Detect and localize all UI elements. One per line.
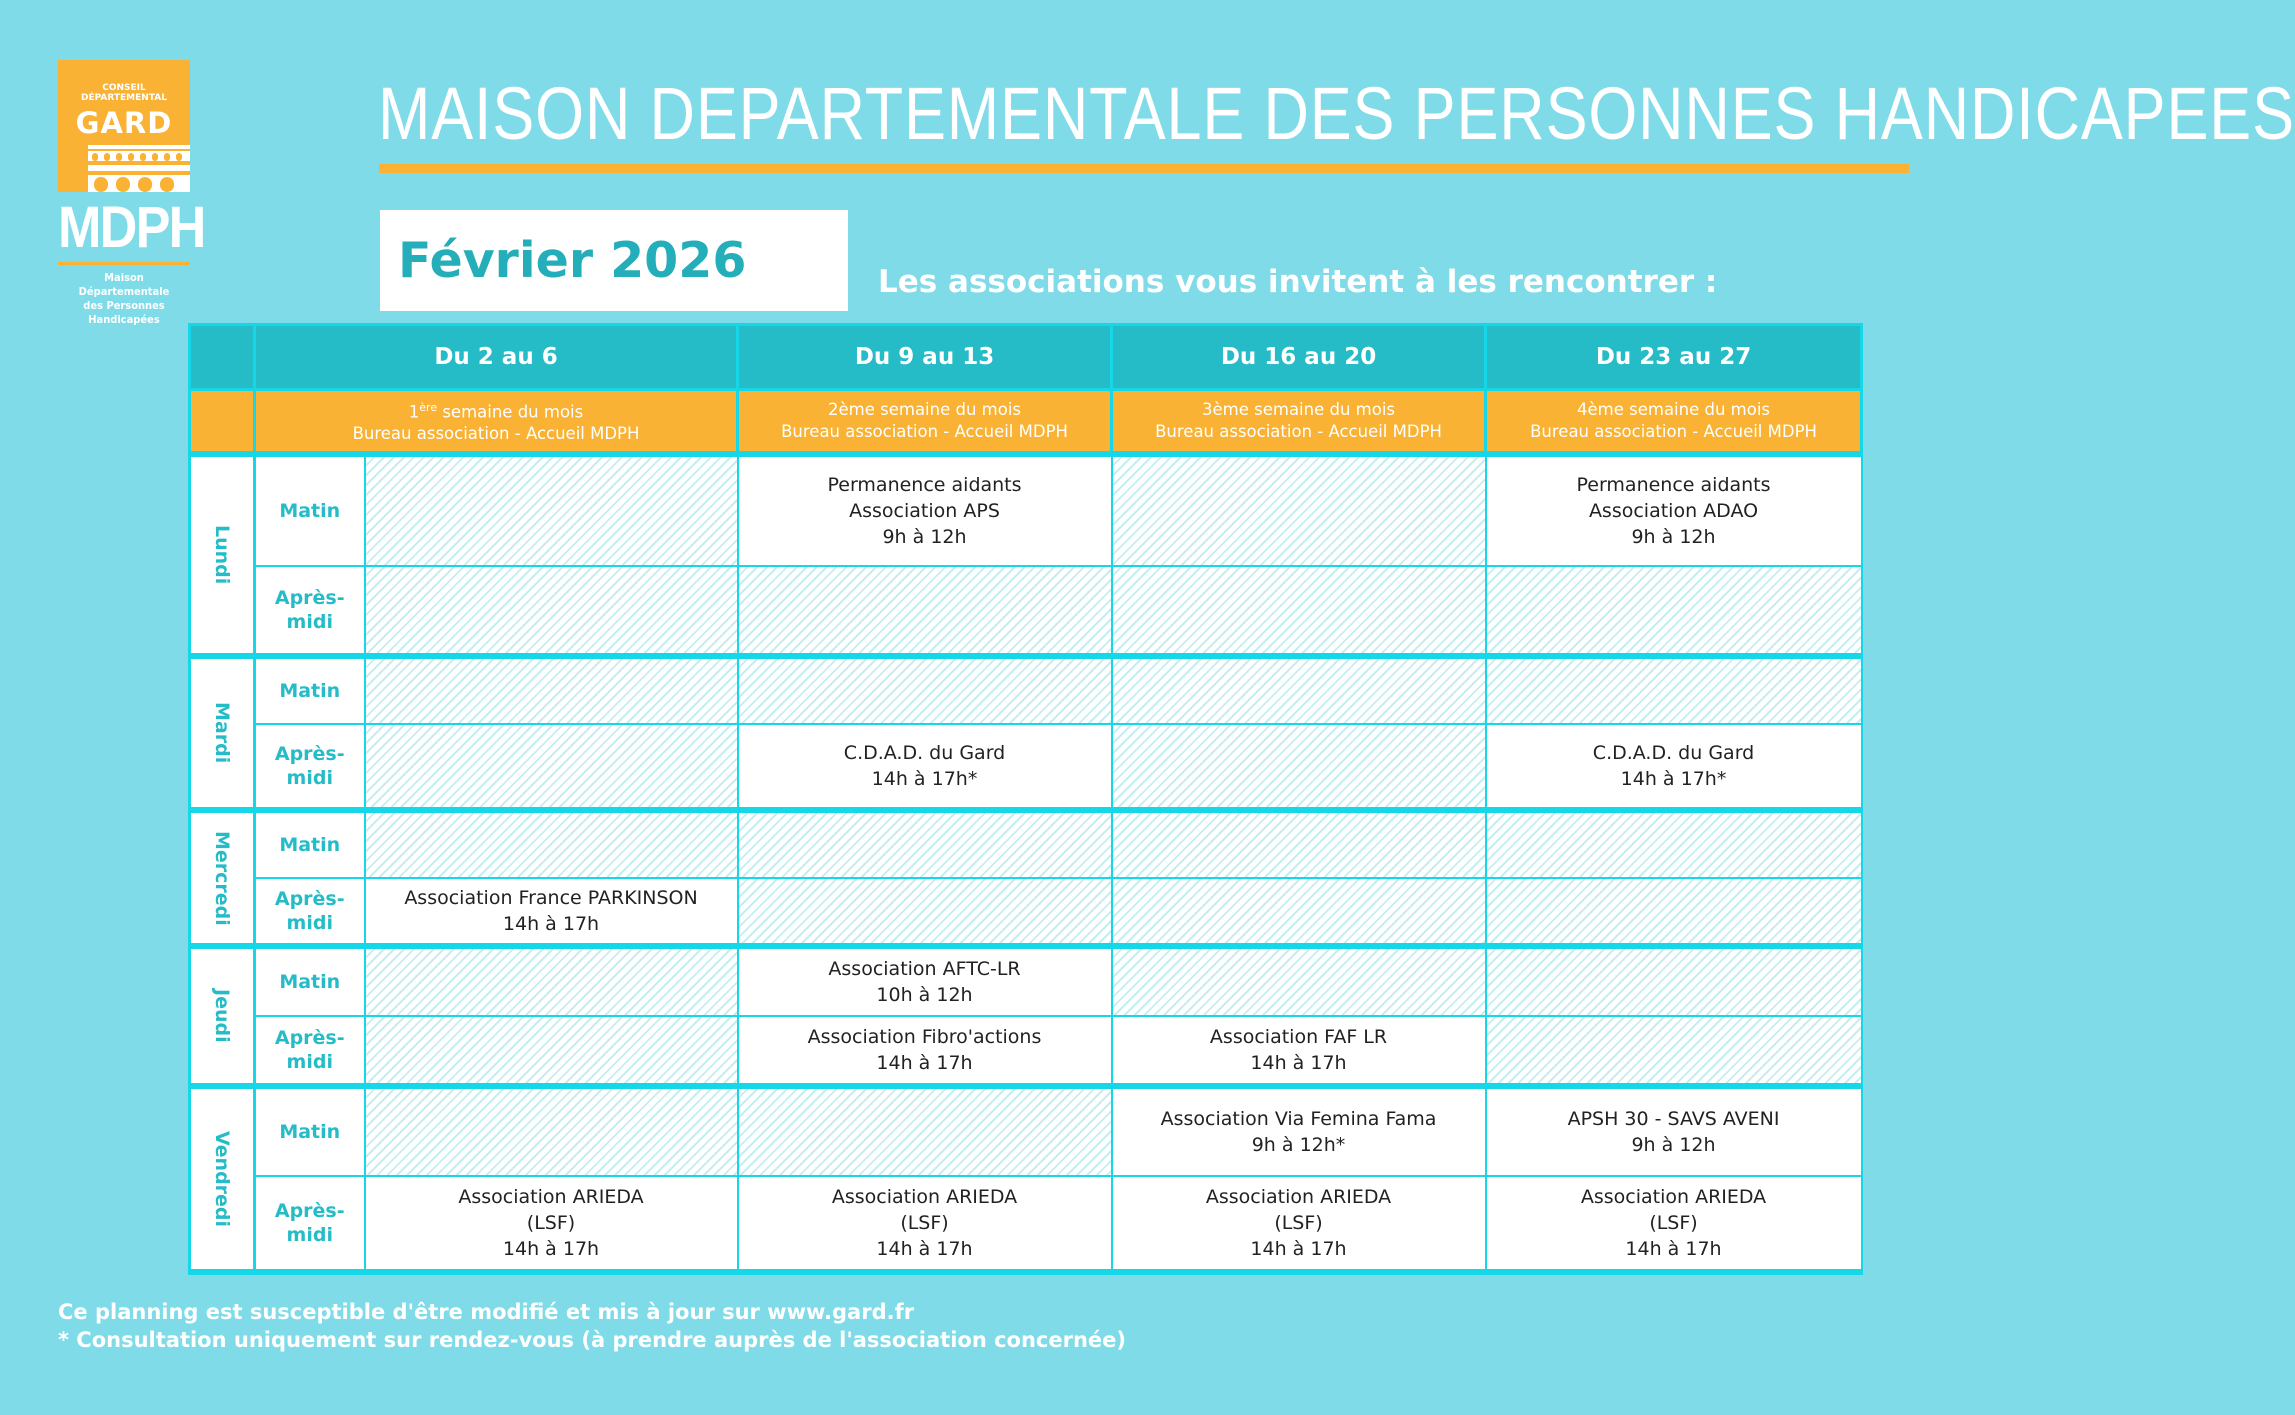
apres-midi-label xyxy=(255,566,365,656)
planning-row xyxy=(190,810,1862,878)
appointment-cell xyxy=(738,454,1112,566)
week-subheader-2 xyxy=(738,390,1112,455)
matin-label: Matin xyxy=(255,1086,365,1176)
empty-slot xyxy=(365,946,738,1016)
appointment-cell xyxy=(738,724,1112,810)
week-sub-sup: ère xyxy=(419,400,438,414)
empty-slot xyxy=(365,810,738,878)
week-sub-line2: Bureau association - Accueil MDPH xyxy=(1530,422,1817,441)
appointment-text: 14h à 17h xyxy=(1625,1238,1722,1260)
week-sub-num: 3ème xyxy=(1202,400,1249,419)
appointment-text: 9h à 12h xyxy=(1631,1134,1716,1156)
apres-midi-line2: midi xyxy=(286,611,333,633)
empty-slot xyxy=(1486,1016,1862,1086)
appointment-text: Association ARIEDA xyxy=(831,1186,1018,1208)
week-sub-num: 2ème xyxy=(828,400,875,419)
day-label-cell xyxy=(190,1086,255,1272)
appointment-text: APSH 30 - SAVS AVENI xyxy=(1567,1108,1780,1130)
apres-midi-line1: Après- xyxy=(274,888,345,910)
appointment-text: (LSF) xyxy=(526,1212,576,1234)
appointment-text: (LSF) xyxy=(1274,1212,1323,1234)
appointment-text: C.D.A.D. du Gard xyxy=(843,742,1006,764)
appointment-cell xyxy=(1486,724,1862,810)
appointment-cell xyxy=(1112,1176,1486,1272)
appointment-text: 14h à 17h* xyxy=(1620,768,1727,790)
matin-label: Matin xyxy=(255,946,365,1016)
appointment-text: 9h à 12h xyxy=(1631,526,1716,548)
apres-midi-label xyxy=(255,1016,365,1086)
mdph-gard-logo xyxy=(58,60,205,327)
apres-midi-line1: Après- xyxy=(274,743,345,765)
apres-midi-label xyxy=(255,724,365,810)
apres-midi-line2: midi xyxy=(286,767,333,789)
appointment-text: 14h à 17h xyxy=(1250,1238,1347,1260)
day-label: Vendredi xyxy=(211,1130,233,1228)
appointment-text: 14h à 17h xyxy=(502,913,600,935)
appointment-cell xyxy=(365,1176,738,1272)
empty-slot xyxy=(738,810,1112,878)
empty-slot xyxy=(1112,566,1486,656)
apres-midi-line1: Après- xyxy=(274,1027,345,1049)
appointment-text: Association ARIEDA xyxy=(1205,1186,1392,1208)
empty-slot xyxy=(1112,724,1486,810)
empty-slot xyxy=(1486,878,1862,946)
empty-slot xyxy=(1112,810,1486,878)
appointment-cell xyxy=(365,878,738,946)
day-label: Lundi xyxy=(211,525,233,585)
empty-slot xyxy=(365,566,738,656)
invite-text: Les associations vous invitent à les rencontrer : xyxy=(878,264,1718,300)
day-label: Mercredi xyxy=(211,830,233,926)
empty-slot xyxy=(738,566,1112,656)
empty-slot xyxy=(365,1086,738,1176)
empty-slot xyxy=(1112,946,1486,1016)
week-header-2: Du 9 au 13 xyxy=(738,325,1112,390)
planning-row xyxy=(190,656,1862,724)
logo-subtitle xyxy=(65,271,184,327)
empty-slot xyxy=(1112,454,1486,566)
logo-top-text xyxy=(58,83,190,103)
empty-slot xyxy=(365,656,738,724)
logo-divider xyxy=(58,262,190,265)
appointment-text: 14h à 17h xyxy=(876,1238,973,1260)
appointment-text: Association ADAO xyxy=(1588,500,1759,522)
day-label-cell xyxy=(190,454,255,656)
week-subheader-3 xyxy=(1112,390,1486,455)
empty-slot xyxy=(365,1016,738,1086)
week-subheader-row xyxy=(190,390,1862,455)
appointment-text: Permanence aidants xyxy=(1576,474,1771,496)
appointment-text: Association ARIEDA xyxy=(458,1186,644,1208)
appointment-text: 14h à 17h xyxy=(502,1238,600,1260)
empty-slot xyxy=(1112,656,1486,724)
empty-slot xyxy=(1486,656,1862,724)
week-header-3: Du 16 au 20 xyxy=(1112,325,1486,390)
appointment-text: Association APS xyxy=(849,500,1000,522)
appointment-text: (LSF) xyxy=(900,1212,949,1234)
appointment-cell xyxy=(1486,1086,1862,1176)
apres-midi-line1: Après- xyxy=(274,587,345,609)
week-header-1: Du 2 au 6 xyxy=(255,325,738,390)
appointment-text: Association Fibro'actions xyxy=(807,1026,1042,1048)
empty-slot xyxy=(1486,566,1862,656)
day-label: Jeudi xyxy=(211,989,233,1043)
empty-slot xyxy=(1112,878,1486,946)
appointment-text: 14h à 17h xyxy=(1250,1052,1347,1074)
apres-midi-label xyxy=(255,878,365,946)
planning-row xyxy=(190,946,1862,1016)
appointment-text: Association FAF LR xyxy=(1209,1026,1388,1048)
logo-top-line1: CONSEIL xyxy=(102,83,146,93)
month-box xyxy=(380,210,848,311)
appointment-cell xyxy=(1112,1016,1486,1086)
apres-midi-label xyxy=(255,1176,365,1272)
appointment-text: Association AFTC-LR xyxy=(828,958,1021,980)
planning-row xyxy=(190,878,1862,946)
empty-slot xyxy=(738,656,1112,724)
appointment-text: Association Via Femina Fama xyxy=(1160,1108,1437,1130)
apres-midi-line2: midi xyxy=(286,1224,333,1246)
planning-row xyxy=(190,1016,1862,1086)
apres-midi-line2: midi xyxy=(286,1051,333,1073)
week-sub-rest: semaine du mois xyxy=(874,400,1022,419)
title-underline xyxy=(379,164,1909,173)
month-label: Février 2026 xyxy=(398,232,747,289)
apres-midi-line2: midi xyxy=(286,912,333,934)
planning-row xyxy=(190,566,1862,656)
logo-sub-line2: des Personnes Handicapées xyxy=(83,299,165,326)
appointment-text: 14h à 17h* xyxy=(871,768,978,790)
week-subheader-1 xyxy=(255,390,738,455)
appointment-text: 14h à 17h xyxy=(876,1052,973,1074)
week-subheader-4 xyxy=(1486,390,1862,455)
logo-gard-text: GARD xyxy=(75,106,173,140)
week-header-row xyxy=(190,325,1862,390)
appointment-cell xyxy=(738,1016,1112,1086)
appointment-text: Association France PARKINSON xyxy=(404,887,698,909)
planning-table xyxy=(188,323,1863,1275)
appointment-cell xyxy=(738,1176,1112,1272)
planning-row xyxy=(190,454,1862,566)
week-header-4: Du 23 au 27 xyxy=(1486,325,1862,390)
day-label-cell xyxy=(190,946,255,1086)
appointment-text: 9h à 12h* xyxy=(1251,1134,1346,1156)
week-sub-line2: Bureau association - Accueil MDPH xyxy=(1155,422,1442,441)
apres-midi-line1: Après- xyxy=(274,1200,345,1222)
footer-notes xyxy=(58,1298,1126,1354)
appointment-text: 10h à 12h xyxy=(876,984,973,1006)
gard-logo-box xyxy=(58,60,190,192)
planning-body xyxy=(190,454,1862,1272)
logo-top-line2: DÉPARTEMENTAL xyxy=(81,93,167,103)
week-sub-rest: semaine du mois xyxy=(437,402,584,422)
week-sub-num: 4ème xyxy=(1577,400,1624,419)
matin-label: Matin xyxy=(255,454,365,566)
appointment-cell xyxy=(1486,1176,1862,1272)
empty-slot xyxy=(738,878,1112,946)
appointment-cell xyxy=(1112,1086,1486,1176)
planning-row xyxy=(190,1176,1862,1272)
appointment-text: 9h à 12h xyxy=(882,526,967,548)
header-corner xyxy=(190,325,255,390)
footer-update-note: Ce planning est susceptible d'être modifié et mis à jour sur www.gard.fr xyxy=(58,1300,915,1324)
appointment-text: Permanence aidants xyxy=(827,474,1022,496)
week-sub-rest: semaine du mois xyxy=(1623,400,1771,419)
empty-slot xyxy=(1486,946,1862,1016)
week-sub-rest: semaine du mois xyxy=(1248,400,1396,419)
day-label-cell xyxy=(190,656,255,810)
page-title: MAISON DEPARTEMENTALE DES PERSONNES HANDICAPEES xyxy=(378,72,2295,155)
empty-slot xyxy=(365,724,738,810)
empty-slot xyxy=(365,454,738,566)
planning-row xyxy=(190,1086,1862,1176)
week-sub-line2: Bureau association - Accueil MDPH xyxy=(352,424,640,444)
empty-slot xyxy=(1486,810,1862,878)
appointment-cell xyxy=(1486,454,1862,566)
appointment-text: C.D.A.D. du Gard xyxy=(1592,742,1755,764)
week-sub-line2: Bureau association - Accueil MDPH xyxy=(781,422,1068,441)
appointment-cell xyxy=(738,946,1112,1016)
logo-mdph-text: MDPH xyxy=(58,195,205,260)
day-label-cell xyxy=(190,810,255,946)
footer-appointment-note: * Consultation uniquement sur rendez-vous (à prendre auprès de l'association concernée) xyxy=(58,1328,1126,1352)
matin-label: Matin xyxy=(255,810,365,878)
empty-slot xyxy=(738,1086,1112,1176)
planning-row xyxy=(190,724,1862,810)
appointment-text: (LSF) xyxy=(1649,1212,1698,1234)
matin-label: Matin xyxy=(255,656,365,724)
week-sub-num: 1 xyxy=(408,402,420,422)
appointment-text: Association ARIEDA xyxy=(1580,1186,1767,1208)
day-label: Mardi xyxy=(211,702,233,764)
aqueduct-icon xyxy=(88,145,190,192)
logo-sub-line1: Maison Départementale xyxy=(78,271,170,298)
subheader-corner xyxy=(190,390,255,455)
